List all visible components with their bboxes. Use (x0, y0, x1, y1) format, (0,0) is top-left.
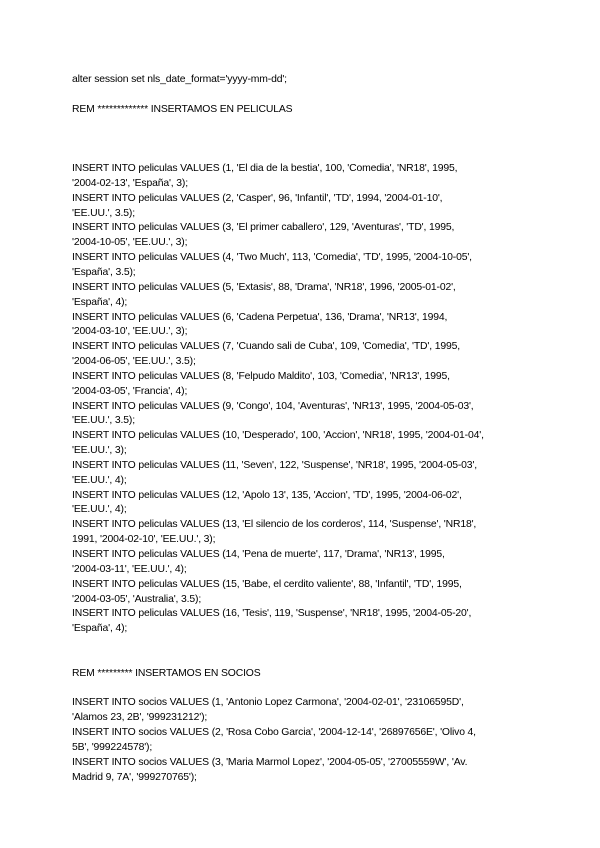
peliculas-line: '2004-06-05', 'EE.UU.', 3.5); (72, 356, 196, 368)
rem-peliculas-comment: REM ************* INSERTAMOS EN PELICULAS (72, 103, 293, 115)
peliculas-line: INSERT INTO peliculas VALUES (16, 'Tesis', 119, 'Suspense', 'NR18', 1995, '2004-05-20', (72, 608, 472, 620)
peliculas-line: INSERT INTO peliculas VALUES (10, 'Desperado', 100, 'Accion', 'NR18', 1995, '2004-01-04', (72, 430, 484, 442)
socios-line: Madrid 9, 7A', '999270765'); (72, 771, 197, 783)
peliculas-line: INSERT INTO peliculas VALUES (9, 'Congo', 104, 'Aventuras', 'NR13', 1995, '2004-05-03', (72, 400, 474, 412)
blank-line (72, 118, 528, 148)
peliculas-line: 'España', 4); (72, 296, 128, 308)
blank-line (72, 637, 528, 667)
peliculas-line: INSERT INTO peliculas VALUES (2, 'Casper', 96, 'Infantil', 'TD', 1994, '2004-01-10', (72, 192, 443, 204)
peliculas-line: INSERT INTO peliculas VALUES (15, 'Babe, el cerdito valiente', 88, 'Infantil', 'TD', 1995, (72, 578, 462, 590)
socios-line: INSERT INTO socios VALUES (2, 'Rosa Cobo Garcia', '2004-12-14', '26897656E', 'Olivo 4, (72, 727, 476, 739)
peliculas-line: INSERT INTO peliculas VALUES (11, 'Seven', 122, 'Suspense', 'NR18', 1995, '2004-05-03', (72, 459, 478, 471)
peliculas-line: INSERT INTO peliculas VALUES (7, 'Cuando sali de Cuba', 109, 'Comedia', 'TD', 1995, (72, 341, 460, 353)
blank-line (72, 682, 528, 697)
socios-line: 5B', '999224578'); (72, 741, 153, 753)
socios-line: INSERT INTO socios VALUES (1, 'Antonio Lopez Carmona', '2004-02-01', '23106595D', (72, 697, 464, 709)
peliculas-line: '2004-03-05', 'Francia', 4); (72, 385, 188, 397)
blank-line (72, 147, 528, 162)
peliculas-line: 'España', 4); (72, 623, 128, 635)
peliculas-line: 'EE.UU.', 3.5); (72, 415, 135, 427)
peliculas-line: INSERT INTO peliculas VALUES (6, 'Cadena Perpetua', 136, 'Drama', 'NR13', 1994, (72, 311, 448, 323)
peliculas-line: INSERT INTO peliculas VALUES (1, 'El dia de la bestia', 100, 'Comedia', 'NR18', 1995, (72, 163, 458, 175)
peliculas-line: '2004-03-05', 'Australia', 3.5); (72, 593, 202, 605)
peliculas-line: INSERT INTO peliculas VALUES (12, 'Apolo 13', 135, 'Accion', 'TD', 1995, '2004-06-02', (72, 489, 462, 501)
socios-inserts (72, 696, 528, 785)
peliculas-line: '2004-02-13', 'España', 3); (72, 177, 188, 189)
sql-script (72, 73, 528, 786)
peliculas-line: INSERT INTO peliculas VALUES (8, 'Felpudo Maldito', 103, 'Comedia', 'NR13', 1995, (72, 370, 450, 382)
peliculas-line: '2004-03-10', 'EE.UU.', 3); (72, 326, 188, 338)
peliculas-line: 'EE.UU.', 4); (72, 504, 127, 516)
peliculas-line: INSERT INTO peliculas VALUES (3, 'El primer caballero', 129, 'Aventuras', 'TD', 1995, (72, 222, 455, 234)
peliculas-inserts (72, 162, 528, 637)
peliculas-line: 'España', 3.5); (72, 266, 136, 278)
blank-line (72, 88, 528, 103)
peliculas-line: INSERT INTO peliculas VALUES (5, 'Extasis', 88, 'Drama', 'NR18', 1996, '2005-01-02', (72, 281, 456, 293)
peliculas-line: INSERT INTO peliculas VALUES (13, 'El silencio de los corderos', 114, 'Suspense', 'NR18', (72, 519, 477, 531)
peliculas-line: 'EE.UU.', 3); (72, 445, 127, 457)
peliculas-line: 1991, '2004-02-10', 'EE.UU.', 3); (72, 534, 216, 546)
session-statement: alter session set nls_date_format='yyyy-mm-dd'; (72, 74, 287, 85)
peliculas-line: INSERT INTO peliculas VALUES (4, 'Two Much', 113, 'Comedia', 'TD', 1995, '2004-10-05', (72, 252, 472, 264)
peliculas-line: INSERT INTO peliculas VALUES (14, 'Pena de muerte', 117, 'Drama', 'NR13', 1995, (72, 549, 445, 560)
socios-line: INSERT INTO socios VALUES (3, 'Maria Marmol Lopez', '2004-05-05', '27005559W', 'Av. (72, 756, 468, 768)
peliculas-line: '2004-10-05', 'EE.UU.', 3); (72, 237, 188, 249)
peliculas-line: 'EE.UU.', 4); (72, 474, 127, 486)
rem-socios-comment: REM ********* INSERTAMOS EN SOCIOS (72, 667, 261, 679)
socios-line: 'Alamos 23, 2B', '999231212'); (72, 712, 208, 724)
peliculas-line: 'EE.UU.', 3.5); (72, 207, 135, 219)
peliculas-line: '2004-03-11', 'EE.UU.', 4); (72, 563, 187, 575)
